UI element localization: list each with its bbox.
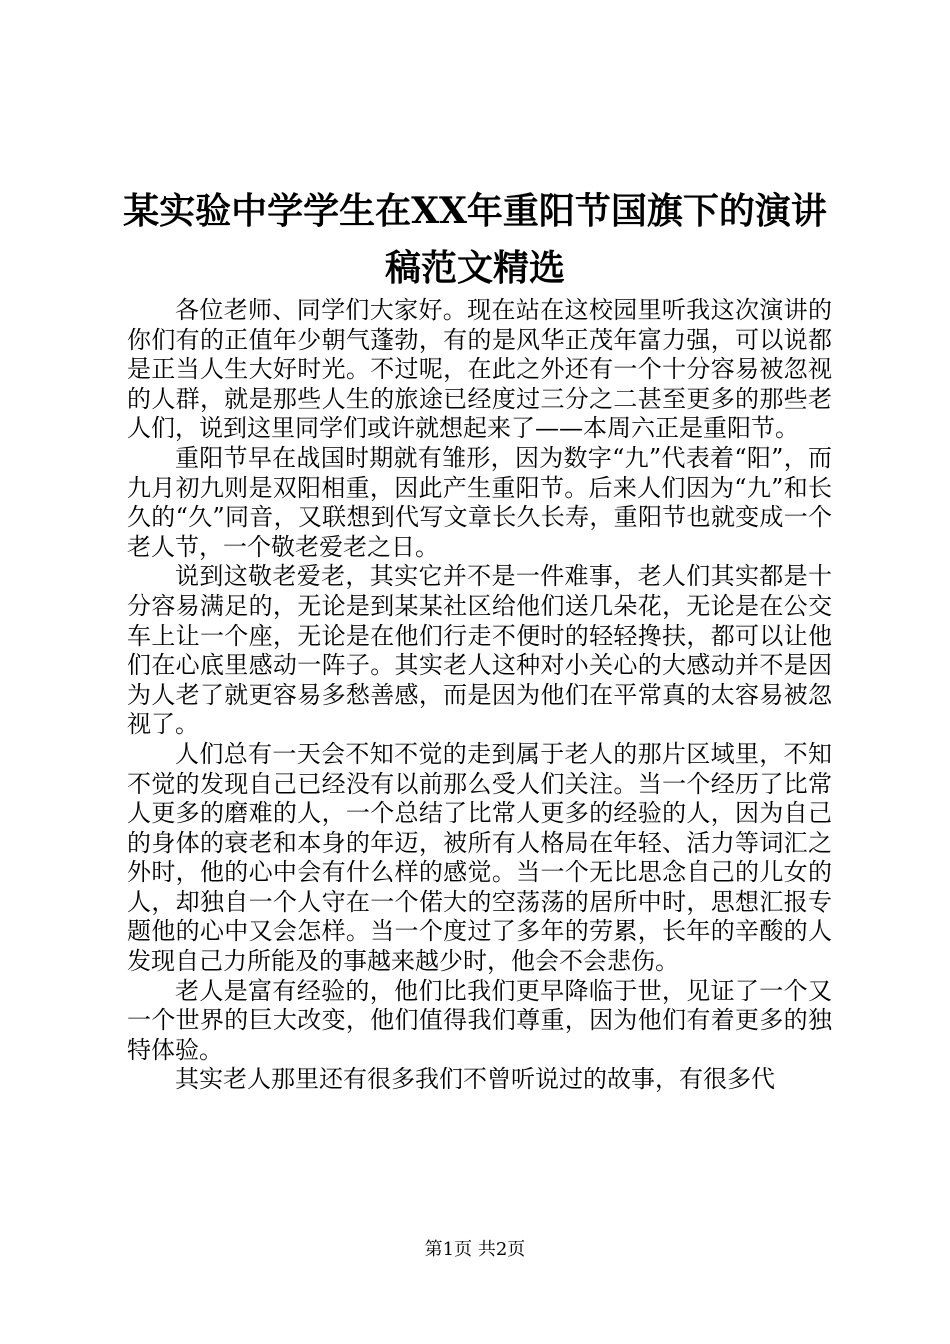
body-paragraph-4: 人们总有一天会不知不觉的走到属于老人的那片区域里，不知不觉的发现自己已经没有以前那么受人们关注。当一个经历了比常人更多的磨难的人，一个总结了比常人更多的经验的人，因为自己的身体的衰老和本身的年迈，被所有人格局在年轻、活力等词汇之外时，他的心中会有什么样的感觉。当一个无比思念自己的儿女的人，却独自一个人守在一个偌大的空荡荡的居所中时，思想汇报专题他的心中又会怎样。当一个度过了多年的劳累，长年的辛酸的人发现自己力所能及的事越来越少时，他会不会悲伤。 xyxy=(127,739,832,976)
document-body xyxy=(127,296,832,1095)
body-paragraph-5: 老人是富有经验的，他们比我们更早降临于世，见证了一个又一个世界的巨大改变，他们值得我们尊重，因为他们有着更多的独特体验。 xyxy=(127,976,832,1064)
body-paragraph-3: 说到这敬老爱老，其实它并不是一件难事，老人们其实都是十分容易满足的，无论是到某某社区给他们送几朵花，无论是在公交车上让一个座，无论是在他们行走不便时的轻轻搀扶，都可以让他们在心底里感动一阵子。其实老人这种对小关心的大感动并不是因为人老了就更容易多愁善感，而是因为他们在平常真的太容易被忽视了。 xyxy=(127,562,832,739)
document-title-line-2: 稿范文精选 xyxy=(384,247,565,289)
body-paragraph-2: 重阳节早在战国时期就有雏形，因为数字“九”代表着“阳”，而九月初九则是双阳相重，因此产生重阳节。后来人们因为“九”和长久的“久”同音，又联想到代写文章长久长寿，重阳节也就变成一个老人节，一个敬老爱老之日。 xyxy=(127,443,832,561)
document-title-line-1: 某实验中学学生在XX年重阳节国旗下的演讲 xyxy=(123,190,827,232)
body-paragraph-1: 各位老师、同学们大家好。现在站在这校园里听我这次演讲的你们有的正值年少朝气蓬勃，有的是风华正茂年富力强，可以说都是正当人生大好时光。不过呢，在此之外还有一个十分容易被忽视的人群，就是那些人生的旅途已经度过三分之二甚至更多的那些老人们，说到这里同学们或许就想起来了——本周六正是重阳节。 xyxy=(127,296,832,443)
body-paragraph-6: 其实老人那里还有很多我们不曾听说过的故事，有很多代 xyxy=(175,1065,775,1094)
page-indicator: 第1页 共2页 xyxy=(424,1239,526,1260)
